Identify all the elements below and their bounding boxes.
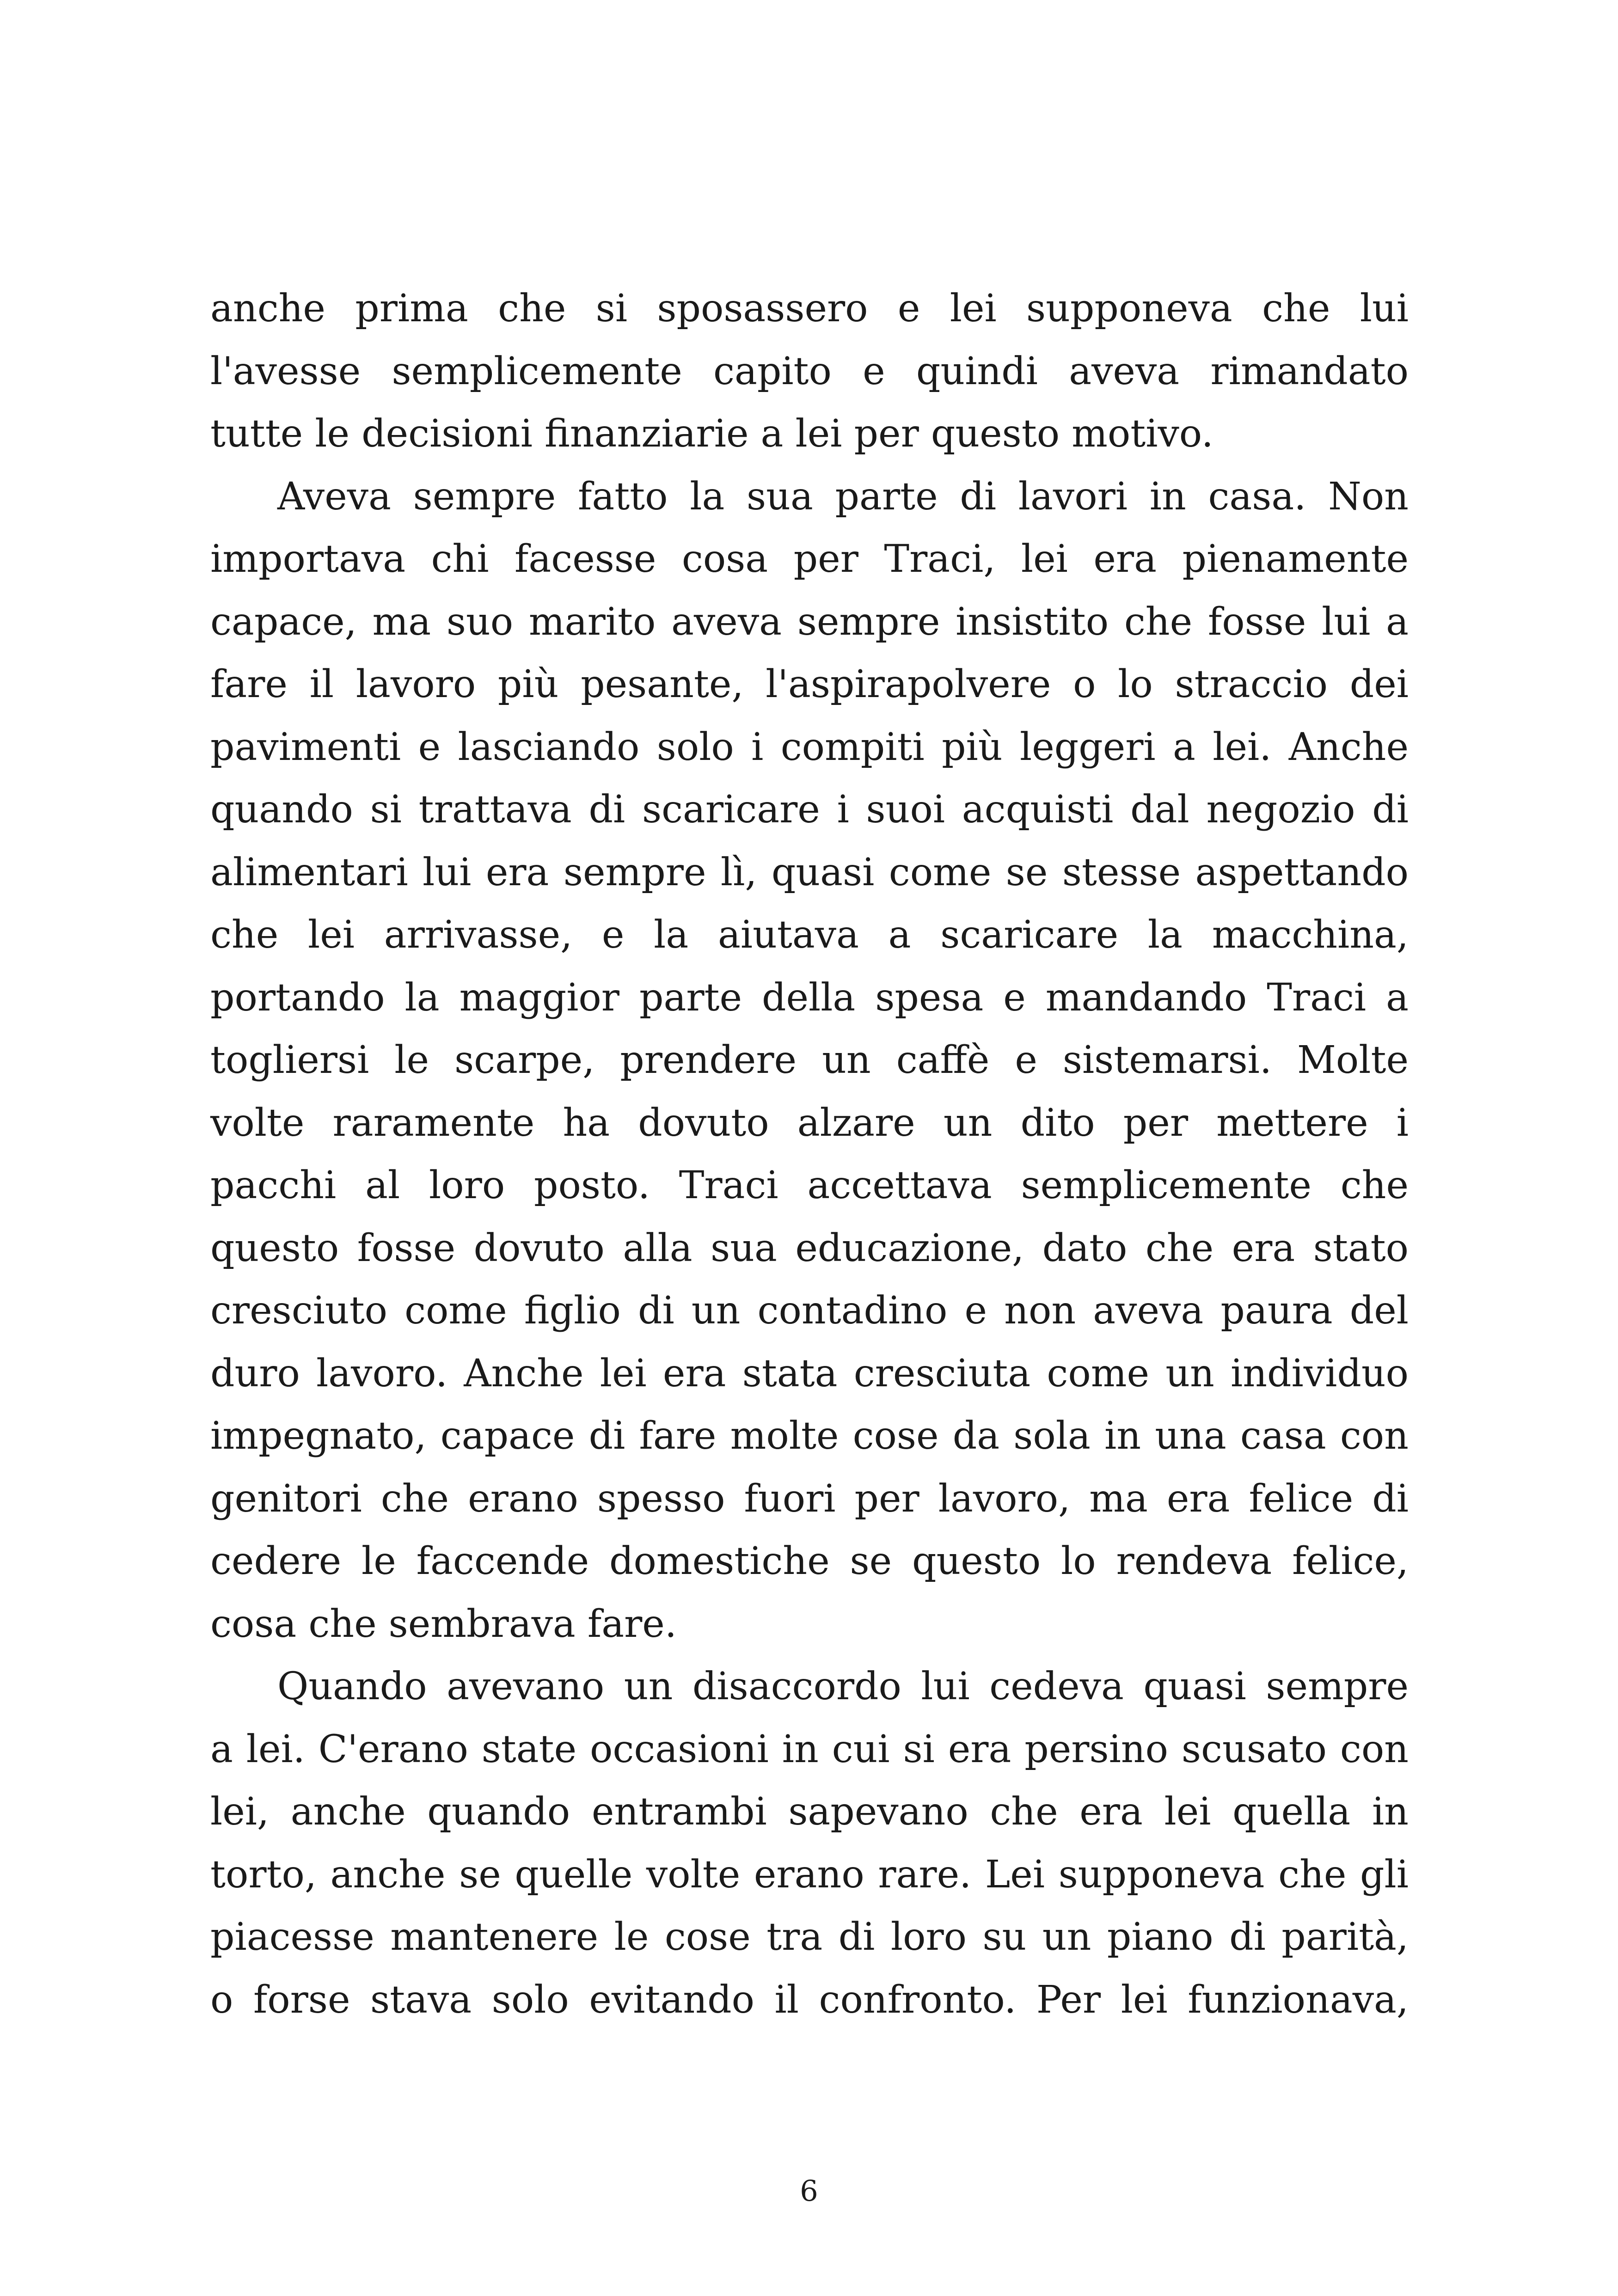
- text-line: a lei. C'erano state occasioni in cui si era persino scusato con: [210, 1727, 1409, 1771]
- text-line: cresciuto come figlio di un contadino e non aveva paura del: [210, 1289, 1409, 1333]
- text-line: impegnato, capace di fare molte cose da sola in una casa con: [210, 1414, 1409, 1458]
- text-line: tutte le decisioni finanziarie a lei per questo motivo.: [210, 412, 1214, 456]
- text-line: capace, ma suo marito aveva sempre insistito che fosse lui a: [210, 600, 1409, 644]
- text-line: cosa che sembrava fare.: [210, 1602, 677, 1646]
- text-line: pacchi al loro posto. Traci accettava semplicemente che: [210, 1163, 1409, 1207]
- text-line: che lei arrivasse, e la aiutava a scaricare la macchina,: [210, 913, 1409, 957]
- text-line: lei, anche quando entrambi sapevano che era lei quella in: [210, 1790, 1409, 1834]
- text-line: l'avesse semplicemente capito e quindi aveva rimandato: [210, 349, 1409, 393]
- text-line: o forse stava solo evitando il confronto. Per lei funzionava,: [210, 1978, 1409, 2022]
- text-line: quando si trattava di scaricare i suoi acquisti dal negozio di: [210, 788, 1409, 832]
- text-line: anche prima che si sposassero e lei supponeva che lui: [210, 287, 1409, 331]
- text-line: fare il lavoro più pesante, l'aspirapolvere o lo straccio dei: [210, 662, 1409, 706]
- text-line: volte raramente ha dovuto alzare un dito per mettere i: [210, 1101, 1409, 1145]
- paragraph-first-line: Quando avevano un disaccordo lui cedeva quasi sempre: [277, 1665, 1409, 1708]
- text-line: questo fosse dovuto alla sua educazione, dato che era stato: [210, 1226, 1409, 1270]
- body-text: [210, 277, 1409, 2031]
- text-line: piacesse mantenere le cose tra di loro su un piano di parità,: [210, 1915, 1409, 1959]
- text-line: portando la maggior parte della spesa e mandando Traci a: [210, 975, 1409, 1020]
- text-line: duro lavoro. Anche lei era stata cresciuta come un individuo: [210, 1351, 1409, 1396]
- text-line: cedere le faccende domestiche se questo lo rendeva felice,: [210, 1539, 1409, 1583]
- text-line: pavimenti e lasciando solo i compiti più leggeri a lei. Anche: [210, 725, 1409, 769]
- text-line: torto, anche se quelle volte erano rare. Lei supponeva che gli: [210, 1852, 1409, 1897]
- paragraph-first-line: Aveva sempre fatto la sua parte di lavori in casa. Non: [277, 474, 1409, 519]
- text-line: genitori che erano spesso fuori per lavoro, ma era felice di: [210, 1476, 1409, 1521]
- page-number: 6: [800, 2174, 818, 2208]
- text-line: alimentari lui era sempre lì, quasi come se stesse aspettando: [210, 850, 1409, 894]
- text-line: togliersi le scarpe, prendere un caffè e sistemarsi. Molte: [210, 1038, 1409, 1082]
- text-line: importava chi facesse cosa per Traci, lei era pienamente: [210, 537, 1409, 581]
